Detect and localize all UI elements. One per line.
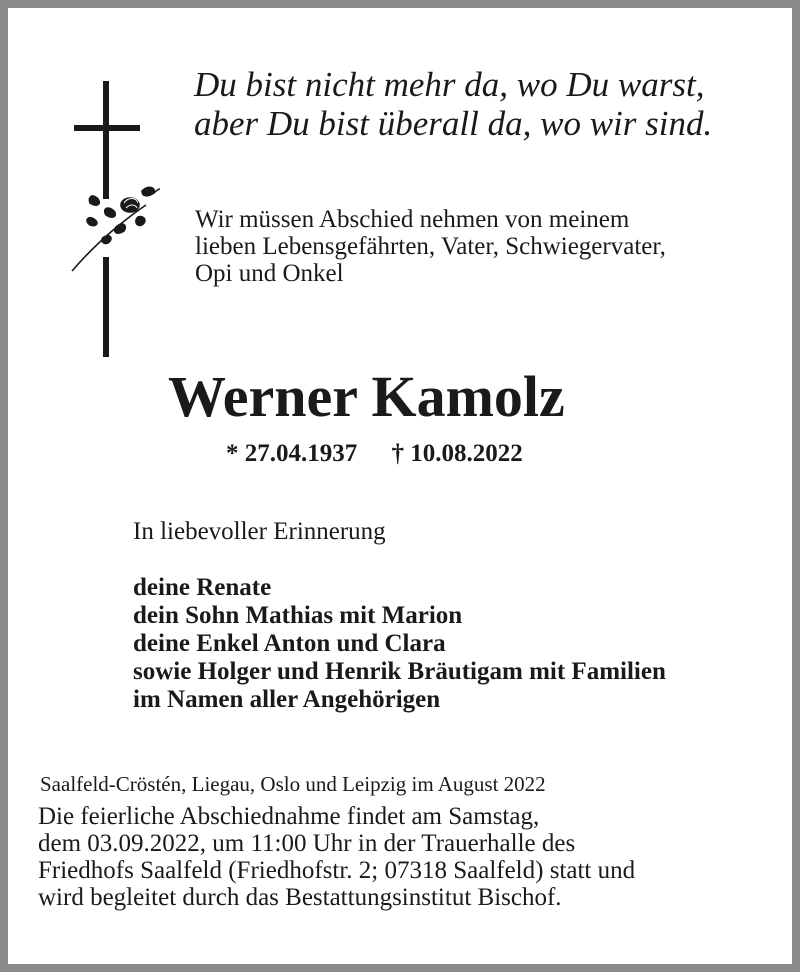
mourner-line: dein Sohn Mathias mit Marion: [133, 602, 463, 629]
mourners-list: [133, 574, 666, 714]
rose-icon: [72, 187, 160, 271]
ceremony-line: dem 03.09.2022, um 11:00 Uhr in der Trauerhalle des: [38, 830, 576, 857]
ceremony-line: Friedhofs Saalfeld (Friedhofstr. 2; 07318 Saalfeld) statt und: [38, 857, 636, 884]
motto-verse: [194, 65, 712, 143]
remembrance-line: In liebevoller Erinnerung: [133, 518, 386, 545]
intro-line: lieben Lebensgefährten, Vater, Schwiegervater,: [195, 233, 666, 260]
motto-line: aber Du bist überall da, wo wir sind.: [194, 104, 713, 143]
motto-line: Du bist nicht mehr da, wo Du warst,: [194, 65, 705, 104]
cross-icon: [68, 81, 168, 361]
intro-text: [195, 206, 666, 287]
birth-date: * 27.04.1937: [226, 440, 358, 467]
mourner-line: im Namen aller Angehörigen: [133, 686, 441, 713]
life-dates: [226, 440, 523, 468]
intro-line: Opi und Onkel: [195, 260, 344, 287]
mourner-line: deine Enkel Anton und Clara: [133, 630, 446, 657]
cross-with-rose: [68, 81, 168, 361]
ceremony-line: Die feierliche Abschiednahme findet am Samstag,: [38, 803, 540, 830]
ceremony-notice: [38, 803, 635, 911]
intro-line: Wir müssen Abschied nehmen von meinem: [195, 206, 630, 233]
ceremony-line: wird begleitet durch das Bestattungsinstitut Bischof.: [38, 884, 562, 911]
place-and-date: Saalfeld-Cröstén, Liegau, Oslo und Leipzig im August 2022: [40, 772, 546, 796]
deceased-name: Werner Kamolz: [168, 364, 565, 429]
mourner-line: sowie Holger und Henrik Bräutigam mit Familien: [133, 658, 666, 685]
mourner-line: deine Renate: [133, 574, 272, 601]
death-date: † 10.08.2022: [391, 440, 523, 467]
